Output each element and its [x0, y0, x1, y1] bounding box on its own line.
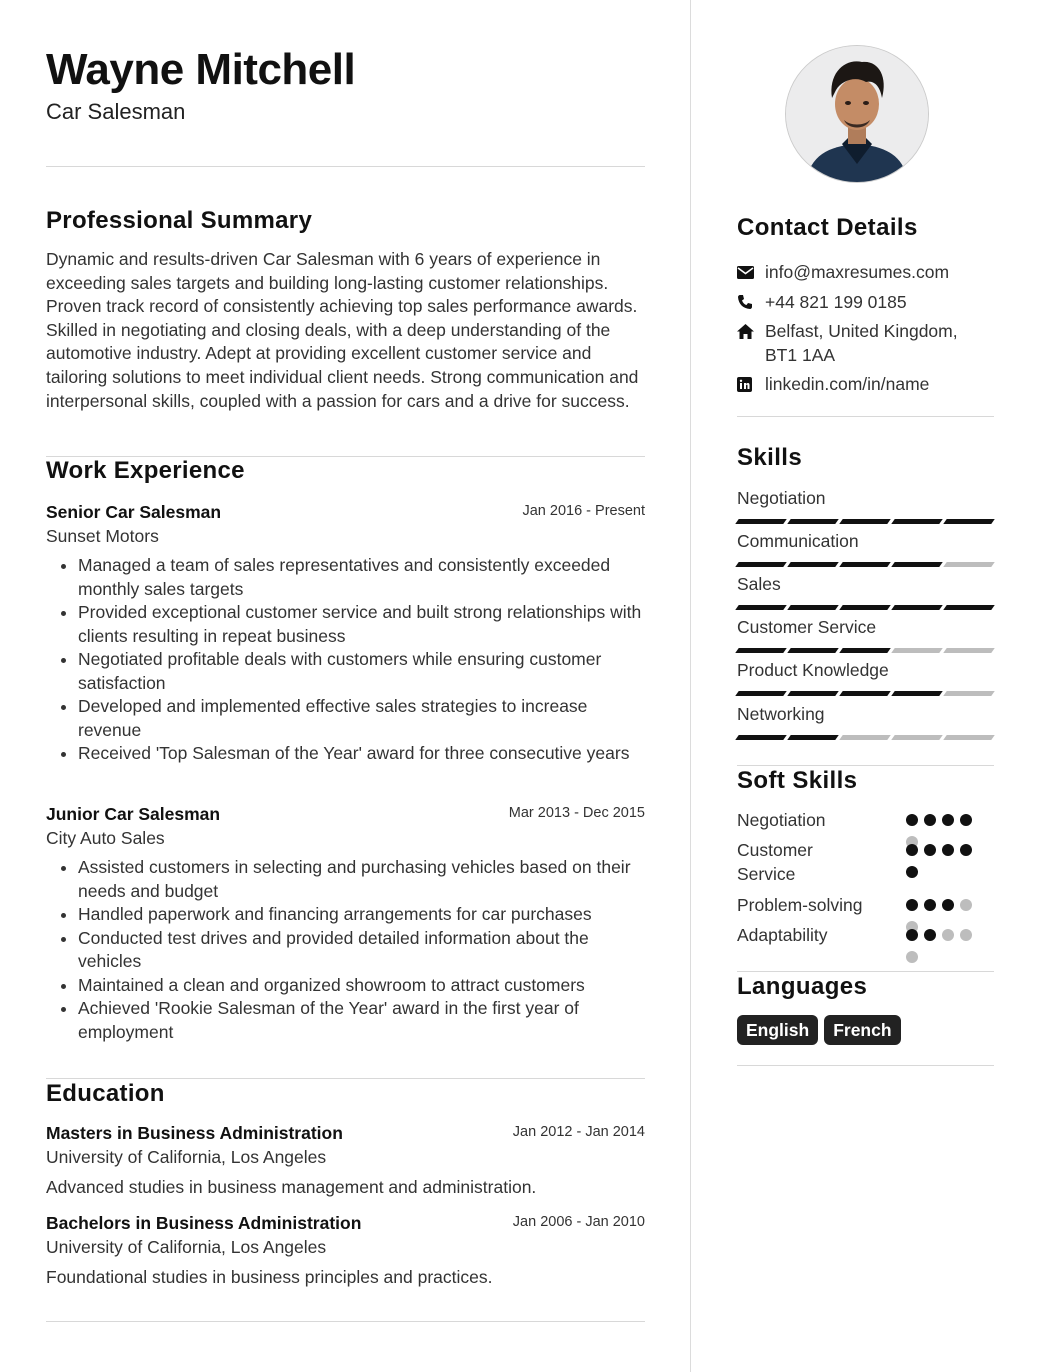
skill-segment-empty — [943, 648, 995, 653]
skill-item — [737, 659, 994, 696]
skill-segment-empty — [891, 735, 943, 740]
email-text: info@maxresumes.com — [765, 262, 950, 282]
linkedin-text: linkedin.com/in/name — [765, 374, 930, 394]
education-description: Advanced studies in business management and administration. — [46, 1177, 537, 1197]
skill-segment-filled — [891, 519, 943, 524]
candidate-title: Car Salesman — [46, 99, 186, 124]
skill-segment-filled — [839, 605, 891, 610]
skill-level-bar — [737, 519, 994, 524]
degree: Masters in Business Administration — [46, 1123, 343, 1143]
soft-skill-item — [737, 923, 994, 947]
home-icon — [737, 319, 765, 343]
skill-segment-empty — [943, 562, 995, 567]
skill-level-bar — [737, 605, 994, 610]
skill-segment-filled — [891, 562, 943, 567]
education-entry — [46, 1211, 645, 1289]
languages-heading: Languages — [737, 973, 868, 1000]
rating-dot-empty — [906, 951, 918, 963]
skill-level-bar — [737, 648, 994, 653]
education-dates: Jan 2006 - Jan 2010 — [512, 1214, 645, 1230]
contact-address — [737, 319, 994, 367]
languages-list — [737, 1015, 901, 1045]
address-text: Belfast, United Kingdom, BT1 1AA — [765, 321, 958, 365]
soft-skill-rating — [906, 844, 978, 878]
education-entry — [46, 1121, 645, 1199]
job-bullet: • Conducted test drives and provided detailed information about the vehicles — [78, 927, 645, 974]
divider — [46, 166, 645, 167]
job-bullet: • Received 'Top Salesman of the Year' award for three consecutive years — [78, 742, 645, 766]
phone-text: +44 821 199 0185 — [765, 292, 907, 312]
soft-skill-rating — [906, 929, 978, 963]
job-entry — [46, 802, 645, 1044]
skill-segment-filled — [891, 605, 943, 610]
soft-skill-item — [737, 808, 994, 832]
language-badge: English — [737, 1015, 818, 1045]
skill-segment-filled — [735, 605, 787, 610]
skill-item — [737, 530, 994, 567]
divider — [46, 1321, 645, 1322]
profile-photo — [785, 45, 929, 183]
rating-dot-filled — [942, 844, 954, 856]
skill-item — [737, 616, 994, 653]
candidate-name: Wayne Mitchell — [46, 45, 356, 94]
rating-dot-empty — [960, 899, 972, 911]
summary-heading: Professional Summary — [46, 207, 313, 234]
job-bullet: • Managed a team of sales representatives and consistently exceeded monthly sales targets — [78, 554, 645, 601]
soft-skill-name: Adaptability — [737, 925, 828, 945]
job-dates: Mar 2013 - Dec 2015 — [508, 805, 645, 821]
skill-level-bar — [737, 735, 994, 740]
skill-segment-filled — [787, 735, 839, 740]
skill-segment-filled — [787, 648, 839, 653]
contact-linkedin[interactable] — [737, 372, 994, 396]
job-dates: Jan 2016 - Present — [522, 503, 645, 519]
contact-phone[interactable] — [737, 290, 994, 314]
skill-segment-filled — [735, 735, 787, 740]
job-company: City Auto Sales — [46, 828, 165, 848]
skill-name: Networking — [737, 704, 825, 724]
skill-name: Product Knowledge — [737, 660, 889, 680]
job-role: Junior Car Salesman — [46, 804, 221, 824]
job-entry — [46, 500, 645, 766]
phone-icon — [737, 290, 765, 314]
rating-dot-filled — [924, 844, 936, 856]
rating-dot-empty — [942, 929, 954, 941]
job-bullet: • Developed and implemented effective sales strategies to increase revenue — [78, 695, 645, 742]
linkedin-icon — [737, 372, 765, 396]
skills-heading: Skills — [737, 444, 803, 471]
rating-dot-filled — [960, 844, 972, 856]
rating-dot-filled — [924, 814, 936, 826]
soft-skills-heading: Soft Skills — [737, 767, 858, 794]
skill-segment-filled — [787, 605, 839, 610]
soft-skill-name: Customer Service — [737, 840, 813, 884]
skill-item — [737, 703, 994, 740]
skill-segment-filled — [787, 519, 839, 524]
skill-name: Communication — [737, 531, 859, 551]
soft-skill-item — [737, 838, 994, 886]
rating-dot-filled — [906, 814, 918, 826]
skill-segment-filled — [943, 605, 995, 610]
summary-text: Dynamic and results-driven Car Salesman with 6 years of experience in exceeding sales targets and building long-lasting customer relationships. Proven track record of consistently achieving top sales performance awards. Skilled in negotiating and closing deals, with a deep understanding of the automotive industry. Adept at providing excellent customer service and tailoring solutions to meet individual client needs. Strong communication and interpersonal skills, coupled with a passion for cars and a drive for success. — [46, 249, 639, 411]
job-bullets — [46, 554, 645, 766]
skill-level-bar — [737, 562, 994, 567]
skill-segment-filled — [735, 691, 787, 696]
job-bullet: • Handled paperwork and financing arrangements for car purchases — [78, 903, 645, 927]
rating-dot-filled — [942, 814, 954, 826]
school: University of California, Los Angeles — [46, 1237, 327, 1257]
job-bullet: • Negotiated profitable deals with customers while ensuring customer satisfaction — [78, 648, 645, 695]
skill-segment-filled — [839, 691, 891, 696]
skill-segment-filled — [787, 691, 839, 696]
skill-segment-filled — [943, 519, 995, 524]
education-dates: Jan 2012 - Jan 2014 — [512, 1124, 645, 1140]
skill-segment-filled — [735, 519, 787, 524]
soft-skill-item — [737, 893, 994, 917]
rating-dot-filled — [906, 929, 918, 941]
rating-dot-filled — [906, 899, 918, 911]
job-bullet: • Maintained a clean and organized showroom to attract customers — [78, 974, 645, 998]
skill-name: Sales — [737, 574, 781, 594]
skill-segment-filled — [735, 648, 787, 653]
skill-name: Negotiation — [737, 488, 826, 508]
skill-segment-empty — [943, 691, 995, 696]
job-bullet: • Assisted customers in selecting and purchasing vehicles based on their needs and budget — [78, 856, 645, 903]
school: University of California, Los Angeles — [46, 1147, 327, 1167]
job-bullets — [46, 856, 645, 1044]
rating-dot-filled — [960, 814, 972, 826]
rating-dot-empty — [960, 929, 972, 941]
job-role: Senior Car Salesman — [46, 502, 222, 522]
skill-segment-filled — [735, 562, 787, 567]
rating-dot-filled — [906, 866, 918, 878]
contact-email[interactable] — [737, 260, 994, 284]
skill-item — [737, 573, 994, 610]
experience-heading: Work Experience — [46, 457, 245, 484]
envelope-icon — [737, 260, 765, 284]
soft-skill-name: Negotiation — [737, 810, 826, 830]
skill-item — [737, 487, 994, 524]
rating-dot-filled — [924, 929, 936, 941]
skill-segment-filled — [891, 691, 943, 696]
job-bullet: • Achieved 'Rookie Salesman of the Year' award in the first year of employment — [78, 997, 645, 1044]
skill-segment-filled — [839, 648, 891, 653]
language-badge: French — [824, 1015, 900, 1045]
skill-level-bar — [737, 691, 994, 696]
education-heading: Education — [46, 1080, 165, 1107]
skill-segment-empty — [891, 648, 943, 653]
skill-segment-empty — [839, 735, 891, 740]
degree: Bachelors in Business Administration — [46, 1213, 362, 1233]
column-divider — [690, 0, 691, 1372]
rating-dot-filled — [906, 844, 918, 856]
skill-name: Customer Service — [737, 617, 877, 637]
job-bullet: • Provided exceptional customer service and built strong relationships with clients resulting in repeat business — [78, 601, 645, 648]
avatar-illustration — [786, 46, 928, 182]
divider — [737, 416, 994, 417]
education-description: Foundational studies in business principles and practices. — [46, 1267, 493, 1287]
skill-segment-filled — [839, 519, 891, 524]
skill-segment-filled — [787, 562, 839, 567]
soft-skill-name: Problem-solving — [737, 895, 863, 915]
rating-dot-filled — [942, 899, 954, 911]
skill-segment-empty — [943, 735, 995, 740]
contact-heading: Contact Details — [737, 214, 918, 241]
rating-dot-filled — [924, 899, 936, 911]
skill-segment-filled — [839, 562, 891, 567]
job-company: Sunset Motors — [46, 526, 159, 546]
divider — [737, 1065, 994, 1066]
